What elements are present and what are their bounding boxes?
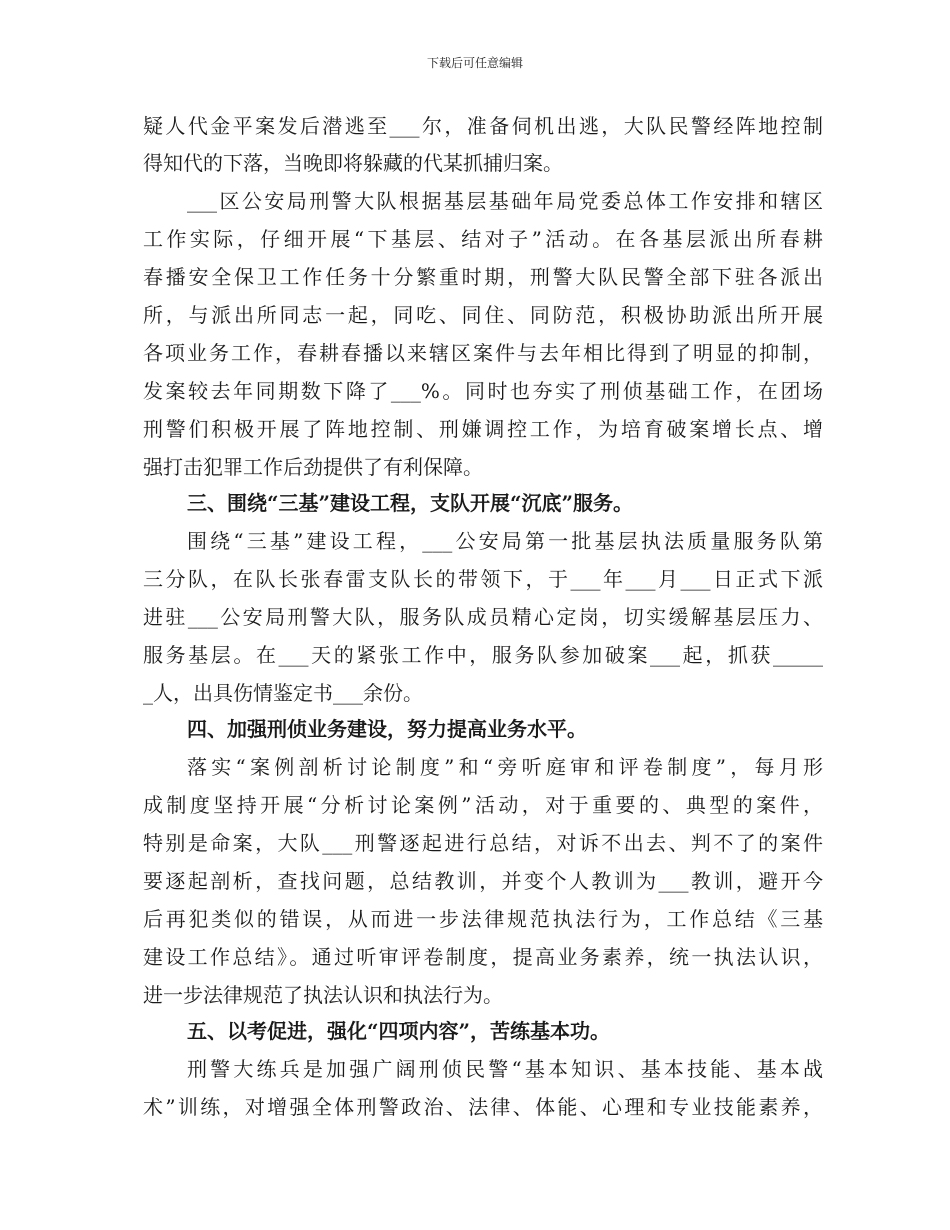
body-line: 后再犯类似的错误，从而进一步法律规范执法行为，工作总结《三基 xyxy=(143,907,823,931)
body-line: ___区公安局刑警大队根据基层基础年局党委总体工作安排和辖区 xyxy=(187,189,823,213)
body-line: 术”训练，对增强全体刑警政治、法律、体能、心理和专业技能素养， xyxy=(143,1095,823,1119)
section-heading: 五、以考促进，强化“四项内容”，苦练基本功。 xyxy=(187,1019,611,1043)
body-line: 成制度坚持开展“分析讨论案例”活动，对于重要的、典型的案件， xyxy=(143,793,823,817)
body-line: 围绕“三基”建设工程，___公安局第一批基层执法质量服务队第 xyxy=(187,529,823,553)
body-line: 建设工作总结》。通过听审评卷制度，提高业务素养，统一执法认识， xyxy=(143,945,823,969)
body-line: 发案较去年同期数下降了___%。同时也夯实了刑侦基础工作，在团场 xyxy=(143,379,823,403)
page-header: 下载后可任意编辑 xyxy=(426,56,523,70)
body-line: 服务基层。在___天的紧张工作中，服务队参加破案___起，抓获_____ xyxy=(143,643,823,667)
body-line: 特别是命案，大队___刑警逐起进行总结，对诉不出去、判不了的案件 xyxy=(143,831,823,855)
section-heading: 四、加强刑侦业务建设，努力提高业务水平。 xyxy=(187,717,587,741)
body-line: 强打击犯罪工作后劲提供了有利保障。 xyxy=(143,455,483,479)
body-line: 进一步法律规范了执法认识和执法行为。 xyxy=(143,983,503,1007)
body-line: 刑警们积极开展了阵地控制、刑嫌调控工作，为培育破案增长点、增 xyxy=(143,417,823,441)
section-heading: 三、围绕“三基”建设工程，支队开展“沉底”服务。 xyxy=(187,491,634,515)
body-line: 要逐起剖析，查找问题，总结教训，并变个人教训为___教训，避开今 xyxy=(143,869,823,893)
body-line: 得知代的下落，当晚即将躲藏的代某抓捕归案。 xyxy=(143,151,563,175)
body-line: _人，出具伤情鉴定书___余份。 xyxy=(143,681,423,705)
body-line: 春播安全保卫工作任务十分繁重时期，刑警大队民警全部下驻各派出 xyxy=(143,265,823,289)
body-line: 刑警大练兵是加强广阔刑侦民警“基本知识、基本技能、基本战 xyxy=(187,1057,823,1081)
body-line: 三分队，在队长张春雷支队长的带领下，于___年___月___日正式下派 xyxy=(143,567,823,591)
body-line: 工作实际，仔细开展“下基层、结对子”活动。在各基层派出所春耕 xyxy=(143,227,823,251)
body-line: 各项业务工作，春耕春播以来辖区案件与去年相比得到了明显的抑制， xyxy=(143,341,823,365)
body-line: 所，与派出所同志一起，同吃、同住、同防范，积极协助派出所开展 xyxy=(143,303,823,327)
body-line: 进驻___公安局刑警大队，服务队成员精心定岗，切实缓解基层压力、 xyxy=(143,605,823,629)
body-line: 疑人代金平案发后潜逃至___尔，准备伺机出逃，大队民警经阵地控制 xyxy=(143,114,823,138)
body-line: 落实“案例剖析讨论制度”和“旁听庭审和评卷制度”，每月形 xyxy=(187,755,823,779)
